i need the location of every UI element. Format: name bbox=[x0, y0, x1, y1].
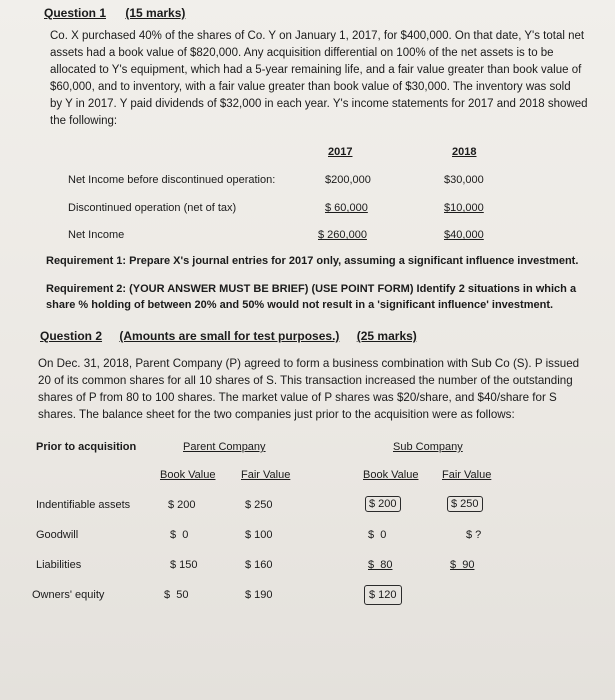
q1-marks: (15 marks) bbox=[125, 6, 186, 20]
sub-bv-value: $ 0 bbox=[368, 529, 387, 541]
q2-heading: Question 2 (Amounts are small for test purposes.) (25 marks) bbox=[40, 329, 417, 343]
sub-bv-value: $ 120 bbox=[364, 585, 402, 605]
sub-fv-value: $ 90 bbox=[450, 559, 475, 571]
q2-line: 20 of its common shares for all 10 shares of S. This transaction increased the number of the outstanding bbox=[38, 374, 573, 387]
parent-bv-value: $ 200 bbox=[168, 499, 196, 511]
bs-row-label: Owners' equity bbox=[32, 589, 105, 601]
parent-fv-value: $ 190 bbox=[245, 589, 273, 601]
parent-fv-value: $ 100 bbox=[245, 529, 273, 541]
q1-line: $60,000, and to inventory, with a fair value greater than book value of $30,000. The inventory was sold bbox=[50, 81, 571, 93]
q1-line: the following: bbox=[50, 115, 118, 127]
income-row-label: Discontinued operation (net of tax) bbox=[68, 202, 237, 214]
col-2018-header: 2018 bbox=[452, 146, 477, 158]
parent-fair-value-header: Fair Value bbox=[241, 469, 291, 481]
q2-marks: (25 marks) bbox=[356, 329, 417, 343]
parent-company-header: Parent Company bbox=[183, 441, 266, 453]
income-row-label: Net Income before discontinued operation: bbox=[68, 174, 276, 186]
q1-line: assets had a book value of $820,000. Any acquisition differential on 100% of the net assets is to be bbox=[50, 47, 554, 59]
q2-paragraph bbox=[38, 355, 579, 423]
requirement-2-line2: share % holding of between 20% and 50% would not result in a 'significant influence' investment. bbox=[46, 299, 554, 311]
income-row-2017: $ 260,000 bbox=[318, 229, 367, 241]
q1-line: Co. X purchased 40% of the shares of Co. Y on January 1, 2017, for $400,000. On that date, Y's total net bbox=[50, 30, 585, 42]
income-row-label: Net Income bbox=[68, 229, 125, 241]
income-row-2018: $30,000 bbox=[444, 174, 484, 186]
sub-book-value-header: Book Value bbox=[363, 469, 419, 481]
sub-bv-value: $ 80 bbox=[368, 559, 393, 571]
parent-book-value-header: Book Value bbox=[160, 469, 216, 481]
q2-line: shares of P from 80 to 100 shares. The market value of P shares was $20/share, and $40/share for S bbox=[38, 391, 557, 404]
income-row-2017: $200,000 bbox=[325, 174, 371, 186]
sub-bv-value: $ 200 bbox=[365, 496, 401, 512]
q1-line: allocated to Y's equipment, which had a 5-year remaining life, and a fair value greater than book value of bbox=[50, 64, 582, 76]
income-row-2018: $40,000 bbox=[444, 229, 484, 241]
parent-bv-value: $ 150 bbox=[170, 559, 198, 571]
income-row-2017: $ 60,000 bbox=[325, 202, 368, 214]
parent-bv-value: $ 0 bbox=[170, 529, 189, 541]
q2-line: shares. The balance sheet for the two companies just prior to the acquisition were as follows: bbox=[38, 408, 515, 421]
sub-fair-value-header: Fair Value bbox=[442, 469, 492, 481]
bs-row-label: Liabilities bbox=[36, 559, 82, 571]
q2-line: On Dec. 31, 2018, Parent Company (P) agreed to form a business combination with Sub Co (S). P issued bbox=[38, 357, 580, 370]
prior-to-acquisition-label: Prior to acquisition bbox=[36, 441, 137, 453]
q1-paragraph bbox=[50, 28, 588, 130]
bs-row-label: Indentifiable assets bbox=[36, 499, 131, 511]
q1-line: by Y in 2017. Y paid dividends of $32,000 in each year. Y's income statements for 2017 and 2018 showed bbox=[50, 98, 588, 110]
sub-company-header: Sub Company bbox=[393, 441, 463, 453]
parent-bv-value: $ 50 bbox=[164, 589, 189, 601]
bs-row-label: Goodwill bbox=[36, 529, 79, 541]
q2-note: (Amounts are small for test purposes.) bbox=[119, 329, 340, 343]
parent-fv-value: $ 250 bbox=[245, 499, 273, 511]
income-row-2018: $10,000 bbox=[444, 202, 484, 214]
requirement-2-line1: Requirement 2: (YOUR ANSWER MUST BE BRIEF) (USE POINT FORM) Identify 2 situations in which a bbox=[46, 283, 577, 295]
parent-fv-value: $ 160 bbox=[245, 559, 273, 571]
sub-fv-value: $ ? bbox=[466, 529, 482, 541]
q1-heading: Question 1 (15 marks) bbox=[44, 6, 186, 20]
col-2017-header: 2017 bbox=[328, 146, 353, 158]
sub-fv-value: $ 250 bbox=[447, 496, 483, 512]
requirement-1: Requirement 1: Prepare X's journal entries for 2017 only, assuming a significant influence investment. bbox=[46, 255, 579, 267]
